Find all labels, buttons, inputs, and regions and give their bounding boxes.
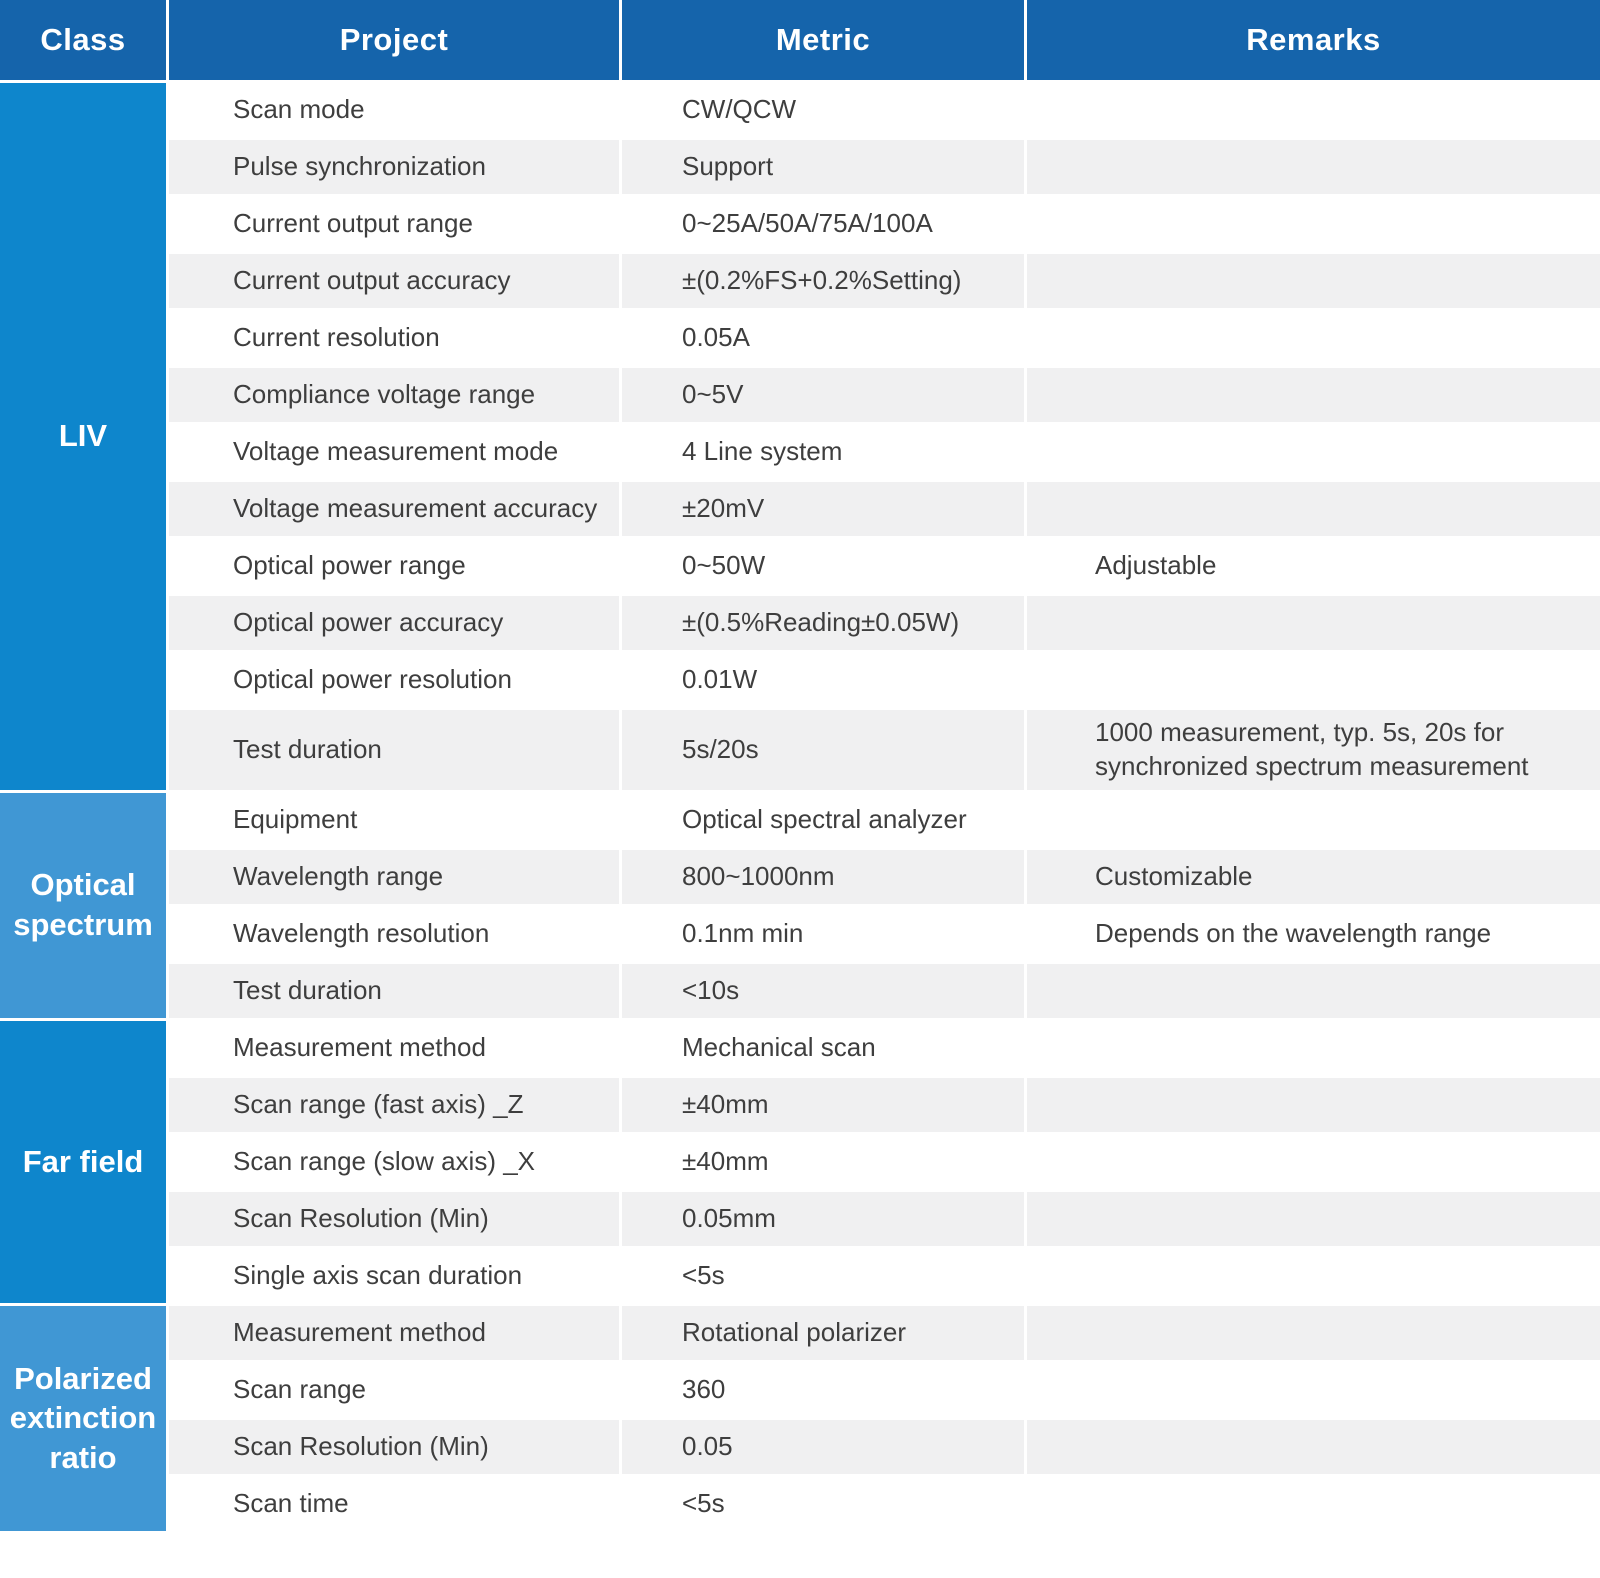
remarks-cell (1027, 1420, 1600, 1474)
project-cell: Single axis scan duration (169, 1249, 619, 1303)
project-cell: Scan range (169, 1363, 619, 1417)
project-cell: Scan mode (169, 83, 619, 137)
project-cell: Current output range (169, 197, 619, 251)
header-cell-metric: Metric (622, 0, 1024, 80)
project-cell: Measurement method (169, 1021, 619, 1075)
remarks-cell (1027, 425, 1600, 479)
remarks-cell (1027, 140, 1600, 194)
project-cell: Voltage measurement accuracy (169, 482, 619, 536)
metric-cell: 800~1000nm (622, 850, 1024, 904)
project-cell: Wavelength range (169, 850, 619, 904)
remarks-cell (1027, 368, 1600, 422)
metric-cell: 360 (622, 1363, 1024, 1417)
remarks-cell: Customizable (1027, 850, 1600, 904)
project-cell: Scan Resolution (Min) (169, 1420, 619, 1474)
project-cell: Optical power resolution (169, 653, 619, 707)
remarks-cell: Adjustable (1027, 539, 1600, 593)
remarks-cell (1027, 1135, 1600, 1189)
metric-cell: Optical spectral analyzer (622, 793, 1024, 847)
metric-cell: 0.1nm min (622, 907, 1024, 961)
metric-cell: 0.05A (622, 311, 1024, 365)
metric-cell: 0.01W (622, 653, 1024, 707)
metric-cell: <5s (622, 1477, 1024, 1531)
project-cell: Test duration (169, 964, 619, 1018)
project-cell: Pulse synchronization (169, 140, 619, 194)
metric-cell: Rotational polarizer (622, 1306, 1024, 1360)
project-cell: Current output accuracy (169, 254, 619, 308)
project-cell: Optical power accuracy (169, 596, 619, 650)
project-cell: Voltage measurement mode (169, 425, 619, 479)
remarks-cell (1027, 653, 1600, 707)
project-cell: Equipment (169, 793, 619, 847)
metric-cell: 0.05mm (622, 1192, 1024, 1246)
metric-cell: <10s (622, 964, 1024, 1018)
project-cell: Wavelength resolution (169, 907, 619, 961)
remarks-cell (1027, 964, 1600, 1018)
metric-cell: CW/QCW (622, 83, 1024, 137)
remarks-cell (1027, 83, 1600, 137)
metric-cell: <5s (622, 1249, 1024, 1303)
project-cell: Measurement method (169, 1306, 619, 1360)
remarks-cell (1027, 1078, 1600, 1132)
metric-cell: Mechanical scan (622, 1021, 1024, 1075)
project-cell: Scan time (169, 1477, 619, 1531)
header-cell-remarks: Remarks (1027, 0, 1600, 80)
project-cell: Compliance voltage range (169, 368, 619, 422)
section-class-cell: Far field (0, 1021, 166, 1303)
metric-cell: 5s/20s (622, 710, 1024, 790)
header-cell-class: Class (0, 0, 166, 80)
remarks-cell (1027, 1249, 1600, 1303)
remarks-cell (1027, 254, 1600, 308)
remarks-cell (1027, 1477, 1600, 1531)
remarks-cell (1027, 1306, 1600, 1360)
project-cell: Scan range (slow axis) _X (169, 1135, 619, 1189)
metric-cell: Support (622, 140, 1024, 194)
metric-cell: 0~5V (622, 368, 1024, 422)
metric-cell: ±40mm (622, 1078, 1024, 1132)
remarks-cell (1027, 793, 1600, 847)
metric-cell: ±(0.2%FS+0.2%Setting) (622, 254, 1024, 308)
remarks-cell (1027, 596, 1600, 650)
project-cell: Scan Resolution (Min) (169, 1192, 619, 1246)
remarks-cell (1027, 1363, 1600, 1417)
metric-cell: 0~25A/50A/75A/100A (622, 197, 1024, 251)
remarks-cell (1027, 482, 1600, 536)
section-class-cell: Optical spectrum (0, 793, 166, 1018)
remarks-cell: 1000 measurement, typ. 5s, 20s for synchronized spectrum measurement (1027, 710, 1600, 790)
remarks-cell: Depends on the wavelength range (1027, 907, 1600, 961)
project-cell: Scan range (fast axis) _Z (169, 1078, 619, 1132)
metric-cell: 0~50W (622, 539, 1024, 593)
metric-cell: ±20mV (622, 482, 1024, 536)
project-cell: Current resolution (169, 311, 619, 365)
remarks-cell (1027, 1021, 1600, 1075)
metric-cell: 4 Line system (622, 425, 1024, 479)
metric-cell: 0.05 (622, 1420, 1024, 1474)
remarks-cell (1027, 311, 1600, 365)
project-cell: Optical power range (169, 539, 619, 593)
remarks-cell (1027, 197, 1600, 251)
project-cell: Test duration (169, 710, 619, 790)
metric-cell: ±(0.5%Reading±0.05W) (622, 596, 1024, 650)
section-class-cell: Polarized extinction ratio (0, 1306, 166, 1531)
metric-cell: ±40mm (622, 1135, 1024, 1189)
section-class-cell: LIV (0, 83, 166, 790)
header-cell-project: Project (169, 0, 619, 80)
remarks-cell (1027, 1192, 1600, 1246)
